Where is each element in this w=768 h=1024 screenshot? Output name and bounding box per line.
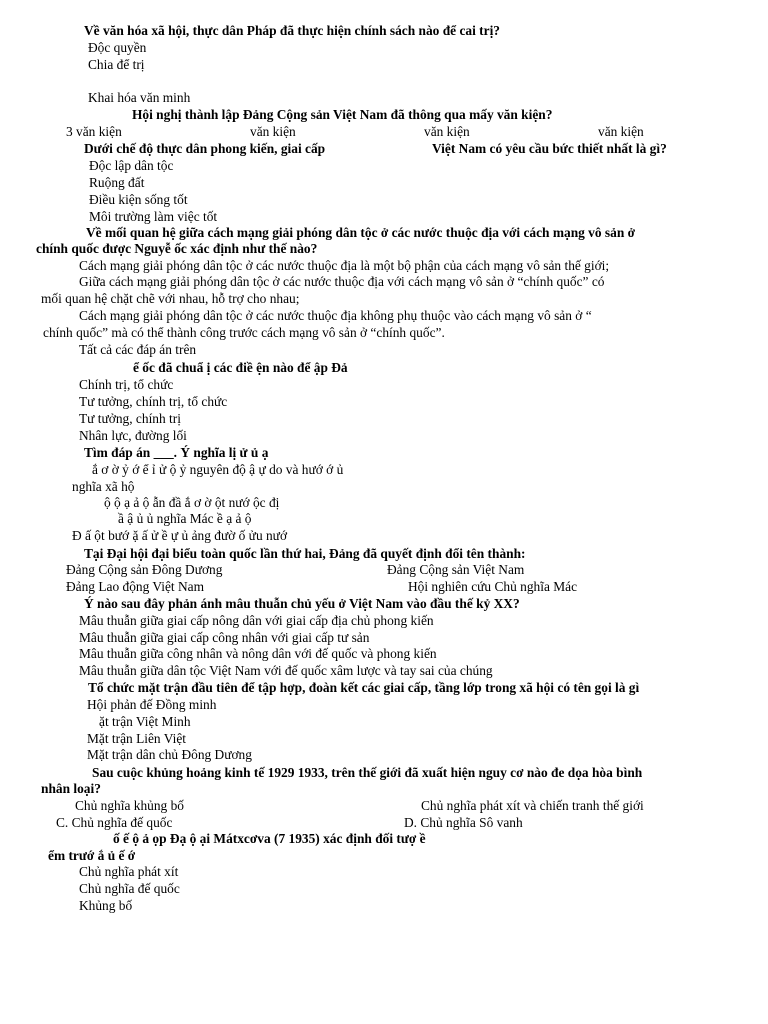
answer-4-d: Tất cả các đáp án trên (79, 342, 197, 357)
answer-3-a: Độc lập dân tộc (89, 158, 174, 173)
question-7: Tại Đại hội đại biểu toàn quốc lần thứ hai, Đảng đã quyết định đổi tên thành: (84, 546, 526, 561)
answer-4-a: Cách mạng giải phóng dân tộc ở các nước thuộc địa là một bộ phận của cách mạng vô sản thế giới; (79, 258, 610, 273)
answer-9-b: ặt trận Việt Minh (99, 714, 191, 729)
question-3-part-a: Dưới chế độ thực dân phong kiến, giai cấp (84, 141, 326, 156)
answer-8-b: Mâu thuẫn giữa giai cấp công nhân với giai cấp tư sản (79, 630, 370, 645)
question-11-line-1: ố ế ộ ả ọp Đạ ộ ại Mátxcơva (7 1935) xác định đối tượ ề (113, 831, 426, 846)
answer-4-b-line-2: mối quan hệ chặt chẽ với nhau, hỗ trợ cho nhau; (41, 291, 300, 306)
answer-3-b: Ruộng đất (89, 175, 145, 190)
question-1: Về văn hóa xã hội, thực dân Pháp đã thực hiện chính sách nào để cai trị? (84, 23, 500, 38)
answer-2-d: văn kiện (598, 124, 644, 139)
answer-8-c: Mâu thuẫn giữa công nhân và nông dân với đế quốc và phong kiến (79, 646, 437, 661)
answer-11-c: Khủng bố (79, 898, 133, 913)
answer-7-d: Hội nghiên cứu Chủ nghĩa Mác (408, 579, 578, 594)
question-3-part-b: Việt Nam có yêu cầu bức thiết nhất là gì? (432, 141, 667, 156)
question-10-line-2: nhân loại? (41, 781, 101, 796)
question-5: ể ốc đã chuẩ ị các điề ện nào để ập Đả (133, 360, 348, 375)
question-8: Ý nào sau đây phản ánh mâu thuẫn chủ yếu ở Việt Nam vào đầu thế kỷ XX? (84, 596, 520, 611)
answer-2-b: văn kiện (250, 124, 296, 139)
answer-1-b: Chia để trị (88, 57, 145, 72)
answer-5-c: Tư tưởng, chính trị (79, 411, 181, 426)
answer-10-c: C. Chủ nghĩa đế quốc (56, 815, 173, 830)
answer-8-a: Mâu thuẫn giữa giai cấp nông dân với giai cấp địa chủ phong kiến (79, 613, 434, 628)
answer-4-c-line-2: chính quốc” mà có thể thành công trước cách mạng vô sản ở “chính quốc”. (43, 325, 445, 340)
answer-9-a: Hội phản đế Đồng minh (87, 697, 217, 712)
answer-2-c: văn kiện (424, 124, 470, 139)
answer-5-b: Tư tưởng, chính trị, tổ chức (79, 394, 228, 409)
answer-7-c: Đảng Lao động Việt Nam (66, 579, 205, 594)
answer-1-a: Độc quyền (88, 40, 147, 55)
answer-4-b-line-1: Giữa cách mạng giải phóng dân tộc ở các nước thuộc địa với cách mạng vô sản ở “chính quốc” có (79, 274, 605, 289)
answer-9-d: Mặt trận dân chủ Đông Dương (87, 747, 252, 762)
question-10-line-1: Sau cuộc khủng hoảng kinh tế 1929 1933, trên thế giới đã xuất hiện nguy cơ nào đe dọa hòa bình (92, 765, 643, 780)
question-11-line-2: ểm trướ ắ ủ ế ớ (48, 848, 136, 863)
answer-4-c-line-1: Cách mạng giải phóng dân tộc ở các nước thuộc địa không phụ thuộc vào cách mạng vô sản ở “ (79, 308, 592, 323)
question-4-line-1: Về mối quan hệ giữa cách mạng giải phóng dân tộc ở các nước thuộc địa với cách mạng vô sản ở (86, 225, 636, 240)
answer-10-a: Chủ nghĩa khủng bố (75, 798, 184, 813)
answer-10-b: Chủ nghĩa phát xít và chiến tranh thế giới (421, 798, 644, 813)
answer-2-a: 3 văn kiện (66, 124, 122, 139)
question-6-text-4: ầ ậ ủ ủ nghĩa Mác ề ạ ả ộ (118, 511, 252, 526)
answer-7-a: Đảng Cộng sản Đông Dương (66, 562, 223, 577)
question-4-line-2: chính quốc được Nguyễ ốc xác định như thế nào? (36, 241, 318, 256)
answer-11-a: Chủ nghĩa phát xít (79, 864, 179, 879)
answer-3-c: Điều kiện sống tốt (89, 192, 188, 207)
answer-5-d: Nhân lực, đường lối (79, 428, 187, 443)
question-6-text-3: ộ ộ ạ ả ộ ẫn đầ ắ ơ ờ ột nướ ộc đị (104, 495, 280, 510)
answer-9-c: Mặt trận Liên Việt (87, 731, 186, 746)
question-6-text-2: nghĩa xã hộ (72, 479, 135, 494)
answer-10-d: D. Chủ nghĩa Sô vanh (404, 815, 523, 830)
answer-1-c: Khai hóa văn minh (88, 90, 191, 105)
question-6-text-5: Đ ấ ột bướ ặ ấ ử ề ự ủ ảng đườ ố ửu nướ (72, 528, 288, 543)
answer-3-d: Môi trường làm việc tốt (89, 209, 218, 224)
answer-5-a: Chính trị, tổ chức (79, 377, 174, 392)
answer-7-b: Đảng Cộng sản Việt Nam (387, 562, 525, 577)
answer-11-b: Chủ nghĩa đế quốc (79, 881, 180, 896)
question-6-text-1: ắ ơ ờ ỷ ớ ể ỉ ử ộ ỷ nguyên độ ậ ự do và hướ ớ ủ (92, 462, 344, 477)
answer-8-d: Mâu thuẫn giữa dân tộc Việt Nam với đế quốc xâm lược và tay sai của chúng (79, 663, 493, 678)
question-6: Tìm đáp án ___. Ý nghĩa lị ử ủ ạ (84, 445, 269, 460)
question-9: Tổ chức mặt trận đầu tiên để tập hợp, đoàn kết các giai cấp, tầng lớp trong xã hội có tên gọi là gì (88, 680, 640, 695)
question-2: Hội nghị thành lập Đảng Cộng sản Việt Nam đã thông qua mấy văn kiện? (132, 107, 553, 122)
